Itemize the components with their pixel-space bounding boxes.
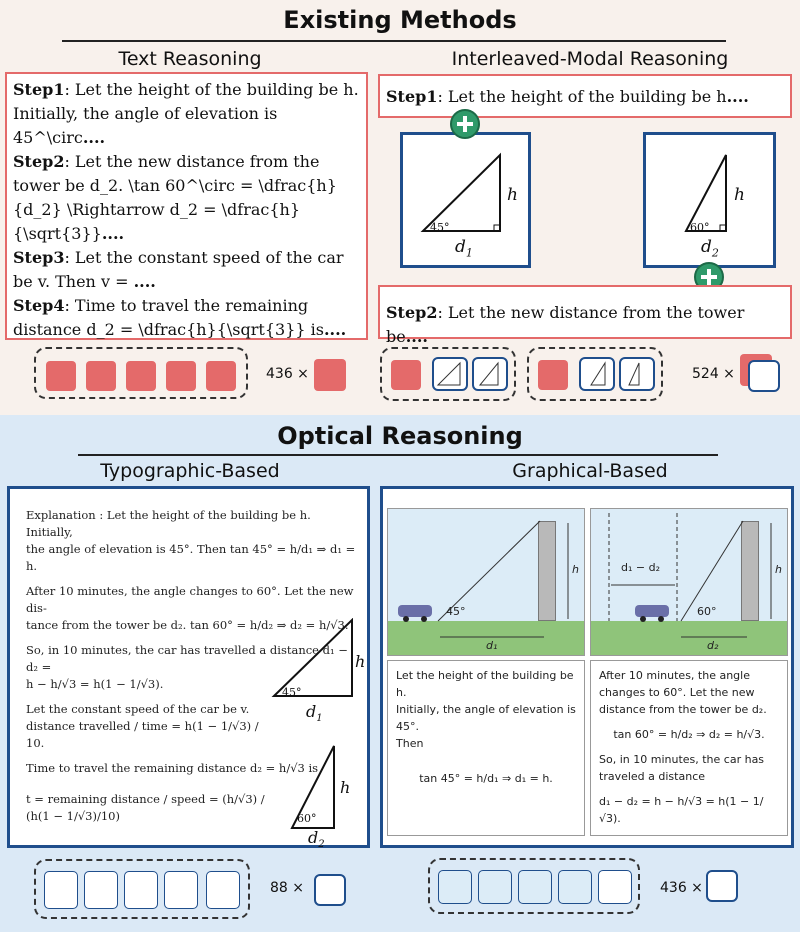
interleaved-token-count: 524 × — [692, 366, 735, 382]
step-text: : Let the constant speed of the car be v. Then v = — [13, 248, 344, 291]
step-ellipsis: .... — [323, 320, 347, 339]
distance-label: d₁ — [486, 639, 498, 652]
panel-line: After 10 minutes, the angle — [599, 669, 750, 682]
graphical-page-token — [438, 870, 472, 904]
existing-methods-title: Existing Methods — [283, 6, 517, 34]
optical-reasoning-title: Optical Reasoning — [277, 422, 523, 450]
step-label: Step1 — [13, 80, 65, 99]
step-3 — [13, 246, 360, 294]
graphical-text-panel-2 — [590, 660, 788, 836]
triangle-thumb-icon — [581, 359, 613, 389]
panel-line: Let the height of the building be h. — [396, 669, 574, 699]
step-text: : Let the new distance from the tower be — [386, 303, 745, 346]
text-token-count: 436 × — [266, 366, 309, 382]
typographic-title: Typographic-Based — [100, 460, 280, 482]
step-text: : Time to travel the remaining distance d_2 = \dfrac{h}{\sqrt{3}} is — [13, 296, 324, 339]
panel-line: Then — [396, 737, 424, 750]
text-token — [46, 361, 76, 391]
panel-line: traveled a distance — [599, 770, 706, 783]
step-text: : Let the height of the building be h. Initially, the angle of elevation is 45^\circ — [13, 80, 359, 147]
height-label: h — [507, 185, 518, 205]
panel-line: Initially, the angle of elevation is 45°. — [396, 703, 576, 733]
image-token-unit — [748, 360, 780, 392]
step-label: Step2 — [386, 303, 438, 322]
difference-label: d₁ − d₂ — [621, 561, 660, 574]
step-ellipsis: .... — [726, 87, 749, 106]
height-label: h — [734, 185, 745, 205]
typo-line: the angle of elevation is 45°. Then tan 45° = h/d₁ ⇒ d₁ = h. — [26, 542, 356, 573]
step-label: Step1 — [386, 87, 438, 106]
triangle-thumb-icon — [621, 359, 653, 389]
interleaved-token-group-2 — [527, 347, 663, 401]
distance-label: $d_1$ — [306, 702, 323, 725]
height-label: h — [775, 563, 782, 576]
text-token — [126, 361, 156, 391]
step-text: : Let the height of the building be h — [437, 87, 727, 106]
typographic-page-token — [84, 871, 118, 909]
angle-label: 45° — [282, 686, 302, 699]
typo-line: Let the constant speed of the car be v. — [26, 702, 250, 716]
graphical-text-panel-1 — [387, 660, 585, 836]
panel-line: changes to 60°. Let the new — [599, 686, 755, 699]
text-token — [86, 361, 116, 391]
distance-label: $d_2$ — [308, 828, 325, 851]
step-ellipsis: .... — [82, 128, 106, 147]
typo-line: t = remaining distance / speed = (h/√3) / (h(1 − 1/√3)/10) — [26, 792, 265, 823]
scene-2 — [590, 508, 788, 656]
panel-line: tan 45° = h/d₁ ⇒ d₁ = h. — [419, 772, 553, 785]
image-token-unit — [314, 874, 346, 906]
title-underline — [62, 40, 726, 42]
angle-label: 45° — [446, 605, 466, 618]
graphical-page-token — [518, 870, 552, 904]
height-label: h — [572, 563, 579, 576]
step-label: Step3 — [13, 248, 65, 267]
graphical-title: Graphical-Based — [512, 460, 668, 482]
typo-line: Explanation : Let the height of the building be h. Initially, — [26, 508, 311, 539]
typographic-page-token — [44, 871, 78, 909]
angle-label: 45° — [430, 221, 450, 234]
image-token-unit — [706, 870, 738, 902]
typo-line: h − h/√3 = h(1 − 1/√3). — [26, 677, 164, 691]
scene-1 — [387, 508, 585, 656]
image-token — [472, 357, 508, 391]
text-token-group — [34, 347, 248, 399]
step-ellipsis: .... — [405, 327, 428, 346]
step-4 — [13, 294, 360, 342]
typographic-token-count: 88 × — [270, 880, 304, 896]
interleaved-figure-2 — [643, 132, 776, 268]
text-token-unit — [314, 359, 346, 391]
typo-line: tance from the tower be d₂. tan 60° = h/d₂ ⇒ d₂ = h/√3. — [26, 618, 349, 632]
typo-line: Time to travel the remaining distance d₂ = h/√3 is — [26, 761, 319, 775]
plus-icon — [450, 109, 480, 139]
typographic-page-token — [124, 871, 158, 909]
typographic-page-token — [164, 871, 198, 909]
text-token — [166, 361, 196, 391]
height-label: h — [340, 778, 351, 797]
panel-line: tan 60° = h/d₂ ⇒ d₂ = h/√3. — [613, 728, 765, 741]
typo-line: So, in 10 minutes, the car has travelled a distance d₁ − d₂ = — [26, 643, 348, 674]
distance-label: $d_2$ — [701, 237, 719, 260]
distance-label: $d_1$ — [455, 237, 473, 260]
height-label: h — [355, 652, 366, 671]
angle-label: 60° — [297, 812, 317, 825]
graphical-page-token — [558, 870, 592, 904]
triangle-thumb-icon — [434, 359, 466, 389]
interleaved-step1-box — [378, 74, 792, 118]
interleaved-title: Interleaved-Modal Reasoning — [451, 48, 729, 70]
panel-line: distance from the tower be d₂. — [599, 703, 767, 716]
typographic-token-group — [34, 859, 250, 919]
image-token — [579, 357, 615, 391]
step-label: Step2 — [13, 152, 65, 171]
image-token — [619, 357, 655, 391]
text-reasoning-title: Text Reasoning — [118, 48, 262, 70]
text-token — [206, 361, 236, 391]
typo-line: distance travelled / time = h(1 − 1/√3) / 10. — [26, 719, 259, 750]
graphical-page-token — [478, 870, 512, 904]
image-token — [432, 357, 468, 391]
angle-label: 60° — [690, 221, 710, 234]
scene-1-lines — [388, 509, 585, 656]
distance-label: d₂ — [707, 639, 719, 652]
step-1 — [13, 78, 360, 150]
graphical-token-count: 436 × — [660, 880, 703, 896]
interleaved-token-group-1 — [380, 347, 516, 401]
panel-line: d₁ − d₂ = h − h/√3 = h(1 − 1/√3). — [599, 795, 764, 825]
step-ellipsis: .... — [101, 224, 125, 243]
angle-label: 60° — [697, 605, 717, 618]
step-ellipsis: .... — [133, 272, 156, 291]
typographic-page-token — [206, 871, 240, 909]
typo-line: After 10 minutes, the angle changes to 60°. Let the new dis- — [26, 584, 354, 615]
triangle-thumb-icon — [474, 359, 506, 389]
title-underline — [78, 454, 718, 456]
text-reasoning-box — [5, 72, 368, 340]
graphical-token-group — [428, 858, 640, 914]
text-token — [538, 360, 568, 390]
interleaved-step2-box — [378, 285, 792, 346]
interleaved-figure-1 — [400, 132, 531, 268]
text-token — [391, 360, 421, 390]
step-text: : Let the new distance from the tower be d_2. \tan 60^\circ = \dfrac{h}{d_2} \Rightarrow d_2 = \dfrac{h}{\sqrt{3}} — [13, 152, 337, 243]
panel-line: So, in 10 minutes, the car has — [599, 753, 765, 766]
scene-2-lines — [591, 509, 788, 656]
step-label: Step4 — [13, 296, 65, 315]
graphical-page-token — [598, 870, 632, 904]
step-2 — [13, 150, 360, 246]
